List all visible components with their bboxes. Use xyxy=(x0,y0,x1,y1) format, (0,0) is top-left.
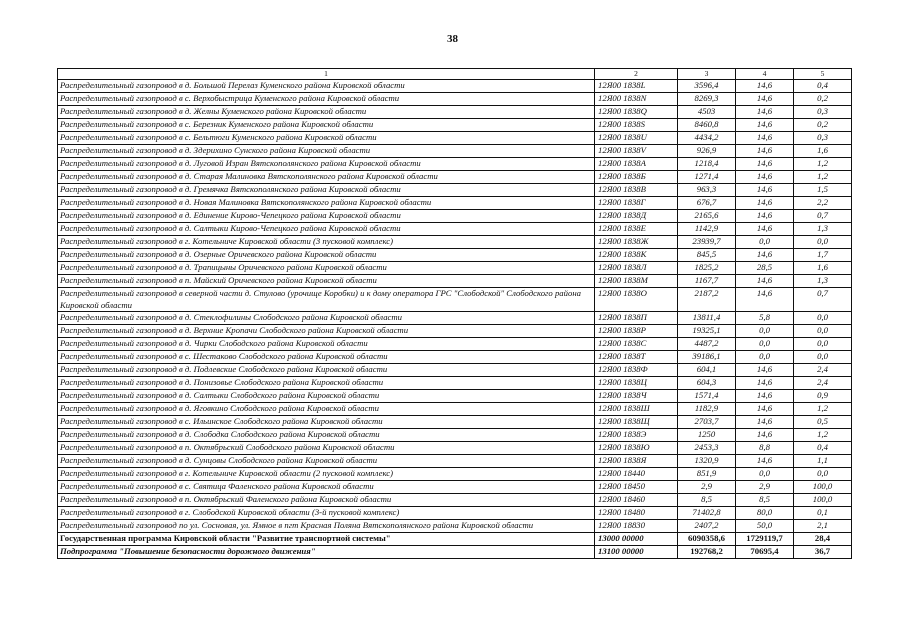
value-col5-cell: 2,4 xyxy=(794,377,852,390)
column-header-2: 2 xyxy=(595,69,678,80)
budget-code-cell: 12Я00 1838А xyxy=(595,158,678,171)
budget-code-cell: 12Я00 1838Э xyxy=(595,429,678,442)
object-name-cell: Распределительный газопровод в д. Салтыки Кирово-Чепецкого района Кировской области xyxy=(58,223,595,236)
table-row xyxy=(58,119,852,132)
budget-table xyxy=(57,68,852,559)
column-header-3: 3 xyxy=(678,69,736,80)
value-col4-cell: 14,6 xyxy=(736,119,794,132)
value-col4-cell: 14,6 xyxy=(736,80,794,93)
object-name-cell: Распределительный газопровод в п. Октябрьский Фаленского района Кировской области xyxy=(58,494,595,507)
value-col5-cell: 0,7 xyxy=(794,210,852,223)
value-col4-cell: 14,6 xyxy=(736,275,794,288)
value-col3-cell: 1167,7 xyxy=(678,275,736,288)
table-row xyxy=(58,80,852,93)
value-col5-cell: 1,3 xyxy=(794,275,852,288)
value-col5-cell: 0,0 xyxy=(794,312,852,325)
subprogram-total-row xyxy=(58,546,852,559)
column-header-4: 4 xyxy=(736,69,794,80)
table-row xyxy=(58,106,852,119)
budget-code-cell: 13100 00000 xyxy=(595,546,678,559)
value-col5-cell: 0,0 xyxy=(794,468,852,481)
value-col3-cell: 2703,7 xyxy=(678,416,736,429)
table-row xyxy=(58,390,852,403)
column-header-1: 1 xyxy=(58,69,595,80)
value-col5-cell: 0,0 xyxy=(794,351,852,364)
value-col3-cell: 604,1 xyxy=(678,364,736,377)
value-col4-cell: 5,8 xyxy=(736,312,794,325)
value-col3-cell: 8269,3 xyxy=(678,93,736,106)
value-col5-cell: 100,0 xyxy=(794,494,852,507)
value-col3-cell: 1571,4 xyxy=(678,390,736,403)
value-col3-cell: 2453,3 xyxy=(678,442,736,455)
value-col3-cell: 676,7 xyxy=(678,197,736,210)
table-row xyxy=(58,184,852,197)
budget-code-cell: 12Я00 1838Ф xyxy=(595,364,678,377)
value-col3-cell: 604,3 xyxy=(678,377,736,390)
budget-code-cell: 12Я00 1838Д xyxy=(595,210,678,223)
budget-code-cell: 12Я00 1838С xyxy=(595,338,678,351)
object-name-cell: Распределительный газопровод по ул. Сосновая, ул. Ямное в пгт Красная Поляна Вятскополянского района Кировской области xyxy=(58,520,595,533)
value-col4-cell: 0,0 xyxy=(736,325,794,338)
value-col5-cell: 0,5 xyxy=(794,416,852,429)
value-col3-cell: 192768,2 xyxy=(678,546,736,559)
value-col4-cell: 14,6 xyxy=(736,377,794,390)
table-row xyxy=(58,132,852,145)
value-col3-cell: 4503 xyxy=(678,106,736,119)
value-col3-cell: 851,9 xyxy=(678,468,736,481)
value-col5-cell: 0,4 xyxy=(794,80,852,93)
page-number: 38 xyxy=(447,33,458,45)
object-name-cell: Распределительный газопровод в д. Стеклофилины Слободского района Кировской области xyxy=(58,312,595,325)
budget-code-cell: 12Я00 1838Щ xyxy=(595,416,678,429)
budget-code-cell: 12Я00 18480 xyxy=(595,507,678,520)
table-row xyxy=(58,158,852,171)
value-col3-cell: 23939,7 xyxy=(678,236,736,249)
value-col5-cell: 1,5 xyxy=(794,184,852,197)
value-col5-cell: 28,4 xyxy=(794,533,852,546)
value-col3-cell: 71402,8 xyxy=(678,507,736,520)
value-col5-cell: 2,1 xyxy=(794,520,852,533)
value-col5-cell: 36,7 xyxy=(794,546,852,559)
table-row xyxy=(58,455,852,468)
value-col3-cell: 2187,2 xyxy=(678,288,736,312)
budget-code-cell: 12Я00 1838N xyxy=(595,93,678,106)
table-row xyxy=(58,262,852,275)
value-col4-cell: 14,6 xyxy=(736,429,794,442)
program-total-row xyxy=(58,533,852,546)
object-name-cell: Распределительный газопровод в д. Чирки Слободского района Кировской области xyxy=(58,338,595,351)
table-row xyxy=(58,145,852,158)
value-col5-cell: 1,3 xyxy=(794,223,852,236)
value-col3-cell: 6090358,6 xyxy=(678,533,736,546)
table-row xyxy=(58,468,852,481)
table-row xyxy=(58,325,852,338)
table-row xyxy=(58,312,852,325)
value-col4-cell: 14,6 xyxy=(736,93,794,106)
budget-code-cell: 12Я00 1838М xyxy=(595,275,678,288)
value-col4-cell: 14,6 xyxy=(736,184,794,197)
budget-code-cell: 12Я00 1838Г xyxy=(595,197,678,210)
value-col4-cell: 14,6 xyxy=(736,132,794,145)
value-col4-cell: 14,6 xyxy=(736,455,794,468)
table-row xyxy=(58,223,852,236)
value-col4-cell: 2,9 xyxy=(736,481,794,494)
budget-code-cell: 12Я00 18830 xyxy=(595,520,678,533)
budget-code-cell: 12Я00 1838В xyxy=(595,184,678,197)
table-row xyxy=(58,197,852,210)
object-name-cell: Распределительный газопровод в д. Единение Кирово-Чепецкого района Кировской области xyxy=(58,210,595,223)
budget-code-cell: 12Я00 1838Л xyxy=(595,262,678,275)
table-row xyxy=(58,351,852,364)
value-col5-cell: 1,6 xyxy=(794,145,852,158)
budget-code-cell: 12Я00 1838К xyxy=(595,249,678,262)
value-col4-cell: 8,8 xyxy=(736,442,794,455)
object-name-cell: Распределительный газопровод в д. Понизовье Слободского района Кировской области xyxy=(58,377,595,390)
object-name-cell: Распределительный газопровод в д. Гремячка Вятскополянского района Кировской области xyxy=(58,184,595,197)
value-col5-cell: 0,9 xyxy=(794,390,852,403)
budget-code-cell: 12Я00 1838Ч xyxy=(595,390,678,403)
value-col4-cell: 0,0 xyxy=(736,468,794,481)
table-row xyxy=(58,416,852,429)
value-col4-cell: 0,0 xyxy=(736,236,794,249)
value-col5-cell: 0,7 xyxy=(794,288,852,312)
value-col4-cell: 14,6 xyxy=(736,364,794,377)
value-col3-cell: 19325,1 xyxy=(678,325,736,338)
object-name-cell: Распределительный газопровод в д. Салтыки Слободского района Кировской области xyxy=(58,390,595,403)
value-col3-cell: 13811,4 xyxy=(678,312,736,325)
value-col5-cell: 2,2 xyxy=(794,197,852,210)
object-name-cell: Распределительный газопровод в д. Желны Куменского района Кировской области xyxy=(58,106,595,119)
value-col3-cell: 2,9 xyxy=(678,481,736,494)
object-name-cell: Распределительный газопровод в д. Здерихино Сунского района Кировской области xyxy=(58,145,595,158)
object-name-cell: Распределительный газопровод в д. Верхние Кропачи Слободского района Кировской области xyxy=(58,325,595,338)
budget-code-cell: 12Я00 1838U xyxy=(595,132,678,145)
value-col4-cell: 14,6 xyxy=(736,288,794,312)
value-col3-cell: 3596,4 xyxy=(678,80,736,93)
object-name-cell: Распределительный газопровод в северной части д. Стулово (урочище Коробки) и к дому оператора ГРС "Слободской" Слободского района Кировской области xyxy=(58,288,595,312)
value-col5-cell: 1,7 xyxy=(794,249,852,262)
budget-code-cell: 12Я00 18440 xyxy=(595,468,678,481)
value-col4-cell: 14,6 xyxy=(736,223,794,236)
budget-code-cell: 12Я00 1838П xyxy=(595,312,678,325)
value-col4-cell: 14,6 xyxy=(736,197,794,210)
value-col5-cell: 0,0 xyxy=(794,325,852,338)
table-row xyxy=(58,93,852,106)
table-row xyxy=(58,442,852,455)
budget-code-cell: 12Я00 1838Ж xyxy=(595,236,678,249)
table-row xyxy=(58,210,852,223)
table-row xyxy=(58,507,852,520)
value-col3-cell: 1271,4 xyxy=(678,171,736,184)
object-name-cell: Распределительный газопровод в д. Яговкино Слободского района Кировской области xyxy=(58,403,595,416)
table-row xyxy=(58,275,852,288)
value-col3-cell: 1320,9 xyxy=(678,455,736,468)
budget-code-cell: 12Я00 1838L xyxy=(595,80,678,93)
object-name-cell: Распределительный газопровод в г. Котельниче Кировской области (2 пусковой комплекс) xyxy=(58,468,595,481)
table-row xyxy=(58,520,852,533)
value-col5-cell: 0,3 xyxy=(794,132,852,145)
object-name-cell: Распределительный газопровод в д. Сунцовы Слободского района Кировской области xyxy=(58,455,595,468)
object-name-cell: Распределительный газопровод в с. Ильинское Слободского района Кировской области xyxy=(58,416,595,429)
object-name-cell: Распределительный газопровод в п. Октябрьский Слободского района Кировской области xyxy=(58,442,595,455)
table-row xyxy=(58,403,852,416)
object-name-cell: Распределительный газопровод в с. Святица Фаленского района Кировской области xyxy=(58,481,595,494)
value-col4-cell: 1729119,7 xyxy=(736,533,794,546)
value-col5-cell: 2,4 xyxy=(794,364,852,377)
value-col4-cell: 70695,4 xyxy=(736,546,794,559)
object-name-cell: Распределительный газопровод в д. Трапицыны Оричевского района Кировской области xyxy=(58,262,595,275)
value-col3-cell: 8460,8 xyxy=(678,119,736,132)
value-col4-cell: 14,6 xyxy=(736,158,794,171)
object-name-cell: Государственная программа Кировской области "Развитие транспортной системы" xyxy=(58,533,595,546)
value-col3-cell: 963,3 xyxy=(678,184,736,197)
table-row xyxy=(58,338,852,351)
value-col4-cell: 14,6 xyxy=(736,145,794,158)
budget-code-cell: 12Я00 1838Е xyxy=(595,223,678,236)
value-col4-cell: 14,6 xyxy=(736,210,794,223)
value-col3-cell: 39186,1 xyxy=(678,351,736,364)
value-col4-cell: 8,5 xyxy=(736,494,794,507)
object-name-cell: Распределительный газопровод в г. Слободской Кировской области (3-й пусковой комплекс) xyxy=(58,507,595,520)
value-col3-cell: 926,9 xyxy=(678,145,736,158)
value-col5-cell: 1,6 xyxy=(794,262,852,275)
value-col3-cell: 1250 xyxy=(678,429,736,442)
value-col5-cell: 0,2 xyxy=(794,119,852,132)
object-name-cell: Распределительный газопровод в д. Новая Малиновка Вятскополянского района Кировской области xyxy=(58,197,595,210)
value-col4-cell: 80,0 xyxy=(736,507,794,520)
budget-code-cell: 12Я00 1838Ш xyxy=(595,403,678,416)
table-row xyxy=(58,171,852,184)
budget-code-cell: 12Я00 1838Т xyxy=(595,351,678,364)
value-col3-cell: 4434,2 xyxy=(678,132,736,145)
object-name-cell: Распределительный газопровод в с. Березник Куменского района Кировской области xyxy=(58,119,595,132)
value-col3-cell: 2165,6 xyxy=(678,210,736,223)
budget-code-cell: 12Я00 1838Q xyxy=(595,106,678,119)
object-name-cell: Распределительный газопровод в д. Старая Малиновка Вятскополянского района Кировской области xyxy=(58,171,595,184)
budget-code-cell: 12Я00 1838Б xyxy=(595,171,678,184)
table-row xyxy=(58,288,852,312)
value-col4-cell: 50,0 xyxy=(736,520,794,533)
value-col3-cell: 1142,9 xyxy=(678,223,736,236)
header-row xyxy=(58,69,852,80)
column-header-5: 5 xyxy=(794,69,852,80)
value-col3-cell: 2407,2 xyxy=(678,520,736,533)
budget-code-cell: 12Я00 1838О xyxy=(595,288,678,312)
budget-code-cell: 12Я00 1838Я xyxy=(595,455,678,468)
budget-code-cell: 12Я00 1838V xyxy=(595,145,678,158)
budget-code-cell: 12Я00 1838Ю xyxy=(595,442,678,455)
table-row xyxy=(58,494,852,507)
value-col3-cell: 4487,2 xyxy=(678,338,736,351)
budget-code-cell: 12Я00 18450 xyxy=(595,481,678,494)
table-row xyxy=(58,236,852,249)
table-body xyxy=(58,69,852,559)
value-col4-cell: 14,6 xyxy=(736,403,794,416)
budget-code-cell: 12Я00 1838S xyxy=(595,119,678,132)
table-row xyxy=(58,364,852,377)
object-name-cell: Распределительный газопровод в г. Котельниче Кировской области (3 пусковой комплекс) xyxy=(58,236,595,249)
value-col3-cell: 1182,9 xyxy=(678,403,736,416)
value-col5-cell: 1,2 xyxy=(794,158,852,171)
value-col4-cell: 14,6 xyxy=(736,106,794,119)
value-col5-cell: 0,3 xyxy=(794,106,852,119)
value-col5-cell: 0,0 xyxy=(794,236,852,249)
value-col3-cell: 845,5 xyxy=(678,249,736,262)
value-col5-cell: 100,0 xyxy=(794,481,852,494)
table-row xyxy=(58,429,852,442)
value-col4-cell: 0,0 xyxy=(736,338,794,351)
table-row xyxy=(58,377,852,390)
value-col5-cell: 0,1 xyxy=(794,507,852,520)
value-col5-cell: 0,0 xyxy=(794,338,852,351)
budget-code-cell: 12Я00 1838Ц xyxy=(595,377,678,390)
value-col5-cell: 1,2 xyxy=(794,403,852,416)
value-col5-cell: 1,1 xyxy=(794,455,852,468)
value-col5-cell: 0,2 xyxy=(794,93,852,106)
object-name-cell: Распределительный газопровод в д. Луговой Изран Вятскополянского района Кировской области xyxy=(58,158,595,171)
object-name-cell: Распределительный газопровод в с. Бельтюги Куменского района Кировской области xyxy=(58,132,595,145)
value-col5-cell: 0,4 xyxy=(794,442,852,455)
table-row xyxy=(58,481,852,494)
object-name-cell: Распределительный газопровод в с. Верхобыстрица Куменского района Кировской области xyxy=(58,93,595,106)
budget-code-cell: 13000 00000 xyxy=(595,533,678,546)
value-col4-cell: 14,6 xyxy=(736,416,794,429)
value-col3-cell: 1825,2 xyxy=(678,262,736,275)
value-col4-cell: 14,6 xyxy=(736,390,794,403)
value-col4-cell: 0,0 xyxy=(736,351,794,364)
object-name-cell: Распределительный газопровод в д. Слободка Слободского района Кировской области xyxy=(58,429,595,442)
value-col4-cell: 14,6 xyxy=(736,249,794,262)
budget-code-cell: 12Я00 18460 xyxy=(595,494,678,507)
object-name-cell: Распределительный газопровод в д. Большой Перелаз Куменского района Кировской области xyxy=(58,80,595,93)
value-col3-cell: 8,5 xyxy=(678,494,736,507)
object-name-cell: Распределительный газопровод в д. Озерные Оричевского района Кировской области xyxy=(58,249,595,262)
object-name-cell: Распределительный газопровод в д. Подлевские Слободского района Кировской области xyxy=(58,364,595,377)
value-col5-cell: 1,2 xyxy=(794,171,852,184)
value-col4-cell: 14,6 xyxy=(736,171,794,184)
object-name-cell: Подпрограмма "Повышение безопасности дорожного движения" xyxy=(58,546,595,559)
table-row xyxy=(58,249,852,262)
object-name-cell: Распределительный газопровод в п. Майский Оричевского района Кировской области xyxy=(58,275,595,288)
budget-code-cell: 12Я00 1838Р xyxy=(595,325,678,338)
value-col4-cell: 28,5 xyxy=(736,262,794,275)
object-name-cell: Распределительный газопровод в с. Шестаково Слободского района Кировской области xyxy=(58,351,595,364)
value-col3-cell: 1218,4 xyxy=(678,158,736,171)
value-col5-cell: 1,2 xyxy=(794,429,852,442)
